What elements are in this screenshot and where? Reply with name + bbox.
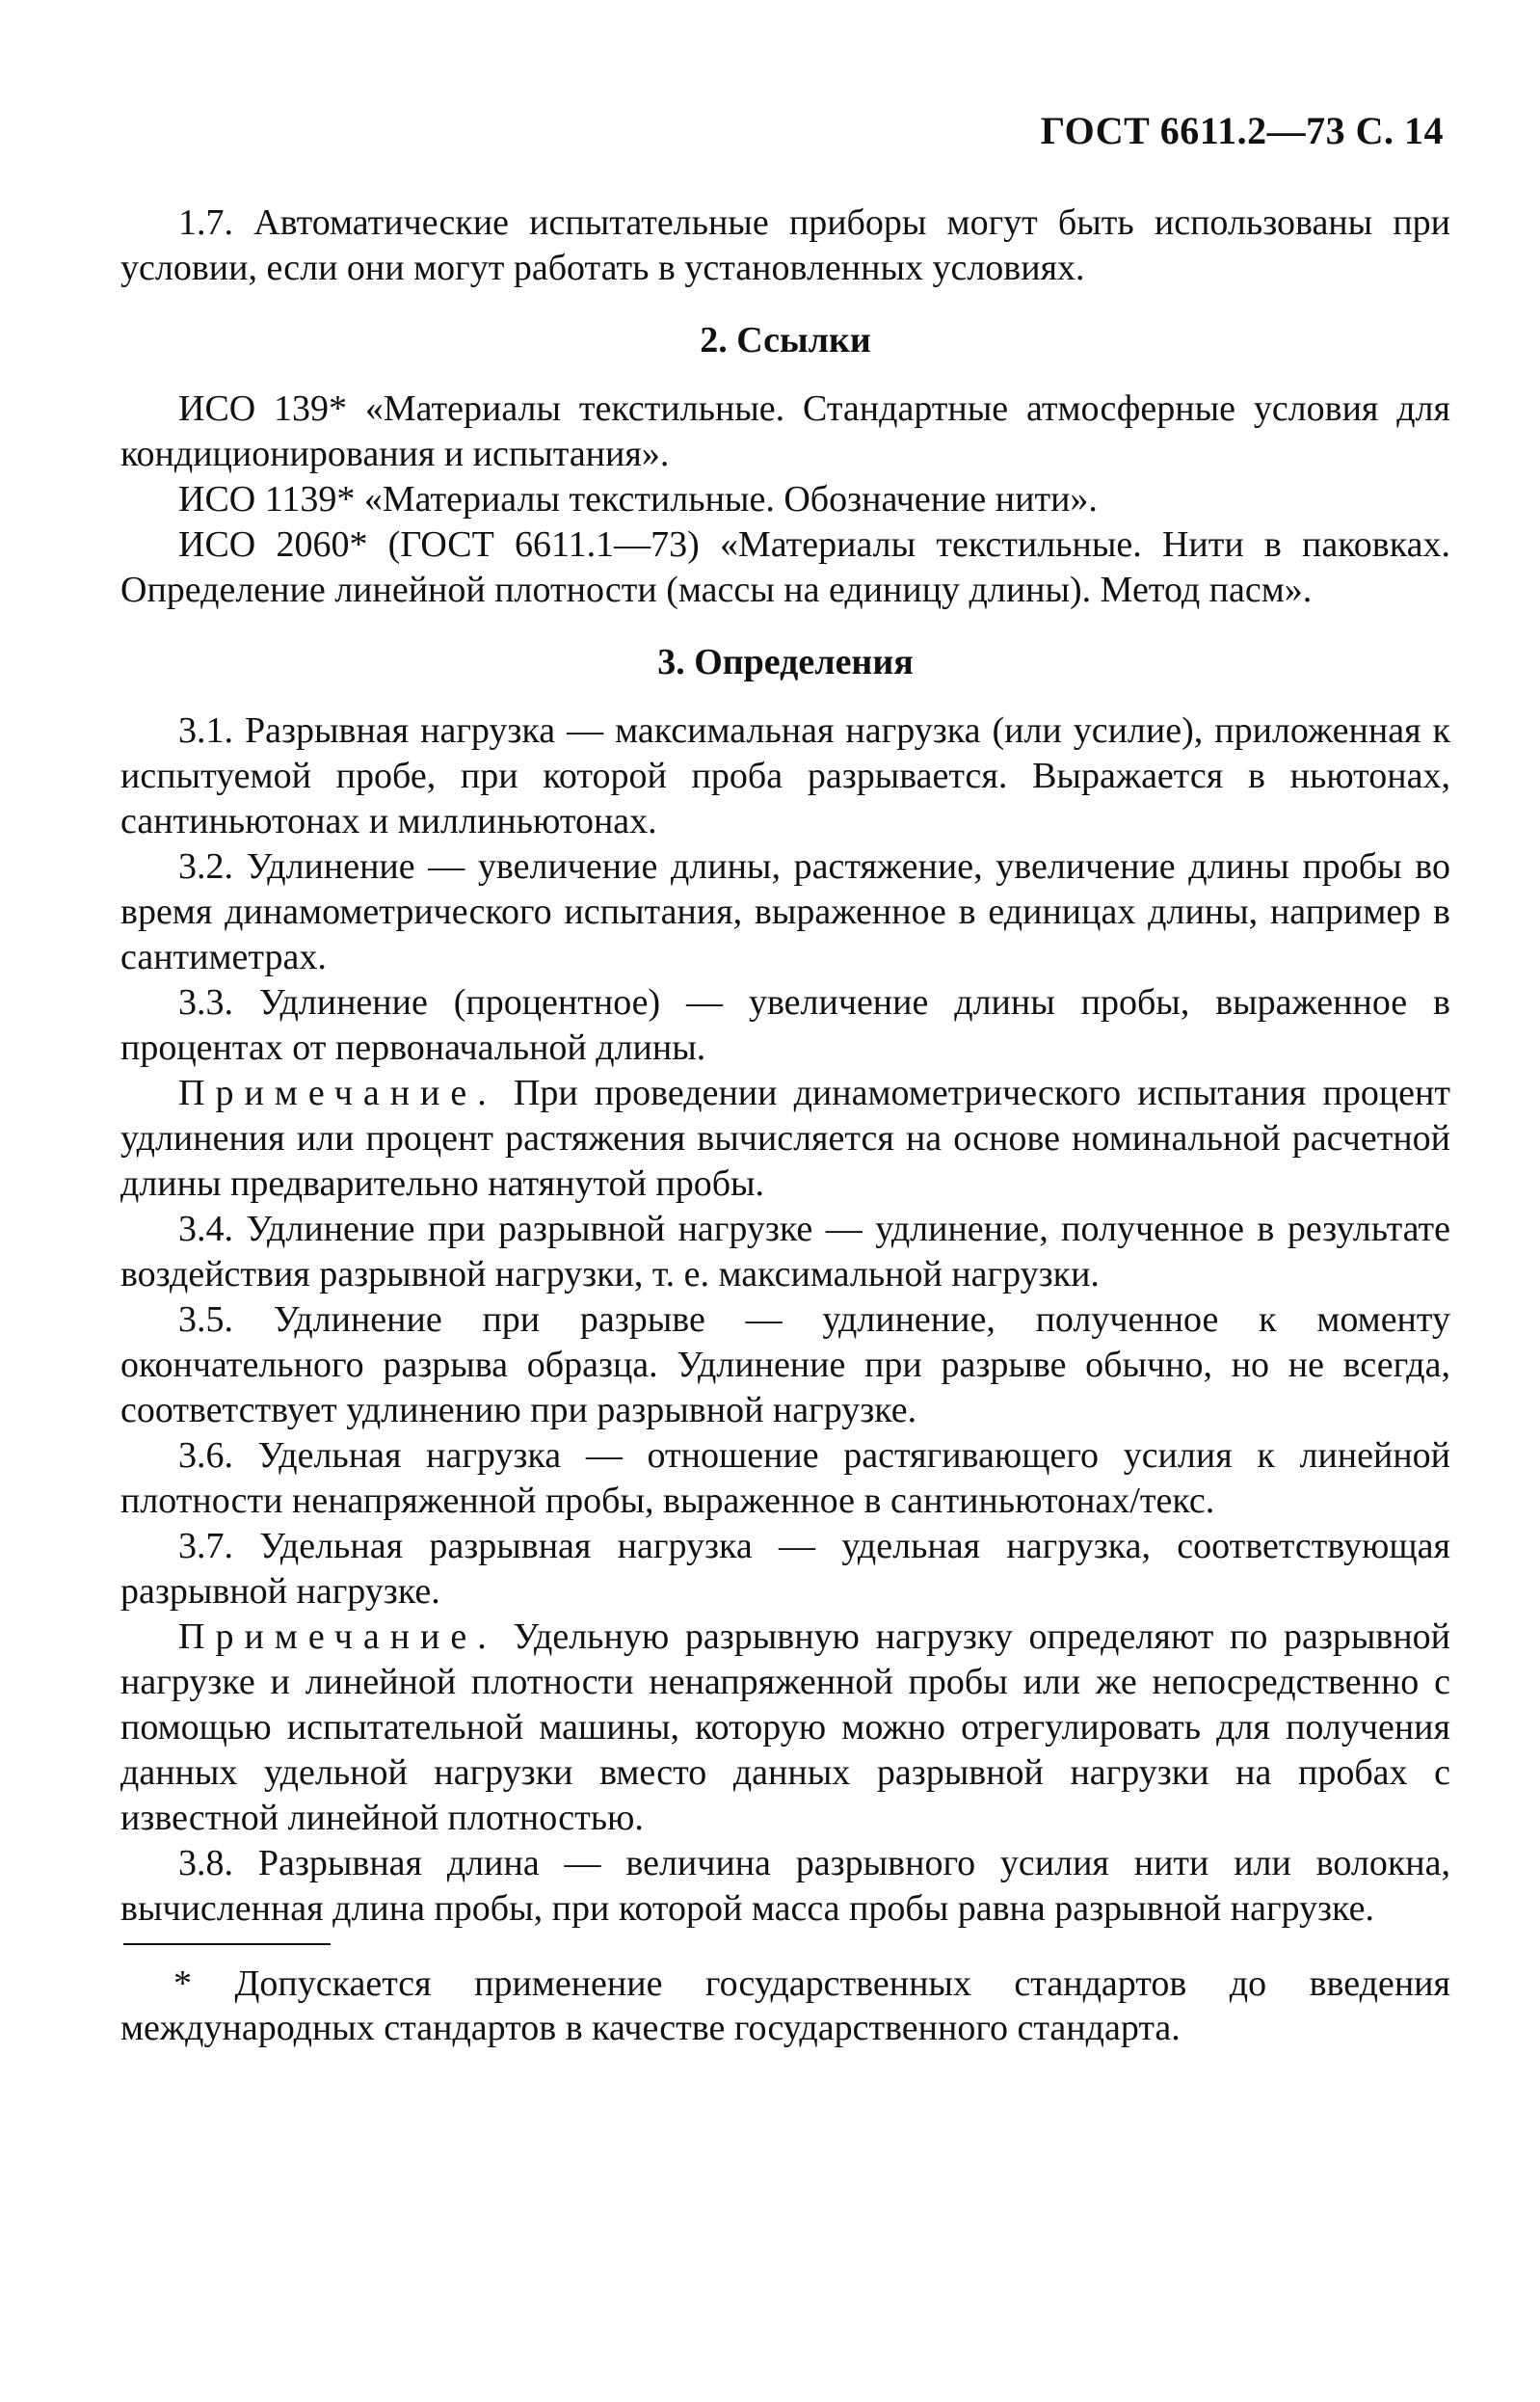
document-body <box>120 200 1450 1932</box>
note-1-label: Примечание. <box>178 1073 497 1113</box>
note-2-text: Удельную разрывную нагрузку определяют по разрывной нагрузке и линейной плотности ненапряженной пробы или же непосредственно с помощью испытательной машины, которую можно отрегулировать для получения данных удельной нагрузки вместо данных разрывной нагрузки на пробах с известной линейной плотностью. <box>120 1616 1450 1838</box>
section-heading-definitions: 3. Определения <box>657 642 914 682</box>
reference-iso-2060: ИСО 2060* (ГОСТ 6611.1—73) «Материалы текстильные. Нити в паковках. Определение линейной плотности (массы на единицу длины). Метод пасм». <box>120 524 1450 610</box>
definition-3-3: 3.3. Удлинение (процентное) — увеличение длины пробы, выраженное в процентах от первоначальной длины. <box>120 982 1450 1068</box>
paragraph-1-7: 1.7. Автоматические испытательные приборы могут быть использованы при условии, если они могут работать в установленных условиях. <box>120 202 1450 288</box>
section-heading-references: 2. Ссылки <box>700 320 871 360</box>
definition-3-8: 3.8. Разрывная длина — величина разрывного усилия нити или волокна, вычисленная длина пробы, при которой масса пробы равна разрывной нагрузке. <box>120 1843 1450 1929</box>
definition-3-2: 3.2. Удлинение — увеличение длины, растяжение, увеличение длины пробы во время динамометрического испытания, выраженное в единицах длины, например в сантиметрах. <box>120 846 1450 977</box>
definition-3-7: 3.7. Удельная разрывная нагрузка — удельная нагрузка, соответствующая разрывной нагрузке. <box>120 1526 1450 1612</box>
definition-3-5: 3.5. Удлинение при разрыве — удлинение, полученное к моменту окончательного разрыва образца. Удлинение при разрыве обычно, но не всегда, соответствует удлинению при разрывной нагрузке. <box>120 1299 1450 1430</box>
page-header: ГОСТ 6611.2—73 С. 14 <box>1040 109 1444 152</box>
note-1 <box>120 1071 1450 1207</box>
reference-iso-1139: ИСО 1139* «Материалы текстильные. Обозначение нити». <box>178 479 1098 520</box>
definition-3-6: 3.6. Удельная нагрузка — отношение растягивающего усилия к линейной плотности ненапряженной пробы, выраженное в сантиньютонах/текс. <box>120 1435 1450 1521</box>
definition-3-4: 3.4. Удлинение при разрывной нагрузке — удлинение, полученное в результате воздействия разрывной нагрузки, т. е. максимальной нагрузки. <box>120 1209 1450 1294</box>
definition-3-1: 3.1. Разрывная нагрузка — максимальная нагрузка (или усилие), приложенная к испытуемой пробе, при которой проба разрывается. Выражается в ньютонах, сантиньютонах и миллиньютонах. <box>120 710 1450 841</box>
note-1-text: При проведении динамометрического испытания процент удлинения или процент растяжения вычисляется на основе номинальной расчетной длины предварительно натянутой пробы. <box>120 1073 1450 1204</box>
note-2 <box>120 1615 1450 1841</box>
footnote-text: * Допускается применение государственных стандартов до введения международных стандартов в качестве государственного стандарта. <box>120 1963 1450 2048</box>
footnote-divider <box>123 1943 331 1945</box>
footnote <box>120 1962 1450 2050</box>
note-2-label: Примечание. <box>178 1616 497 1657</box>
reference-iso-139: ИСО 139* «Материалы текстильные. Стандартные атмосферные условия для кондиционирования и испытания». <box>120 388 1450 474</box>
